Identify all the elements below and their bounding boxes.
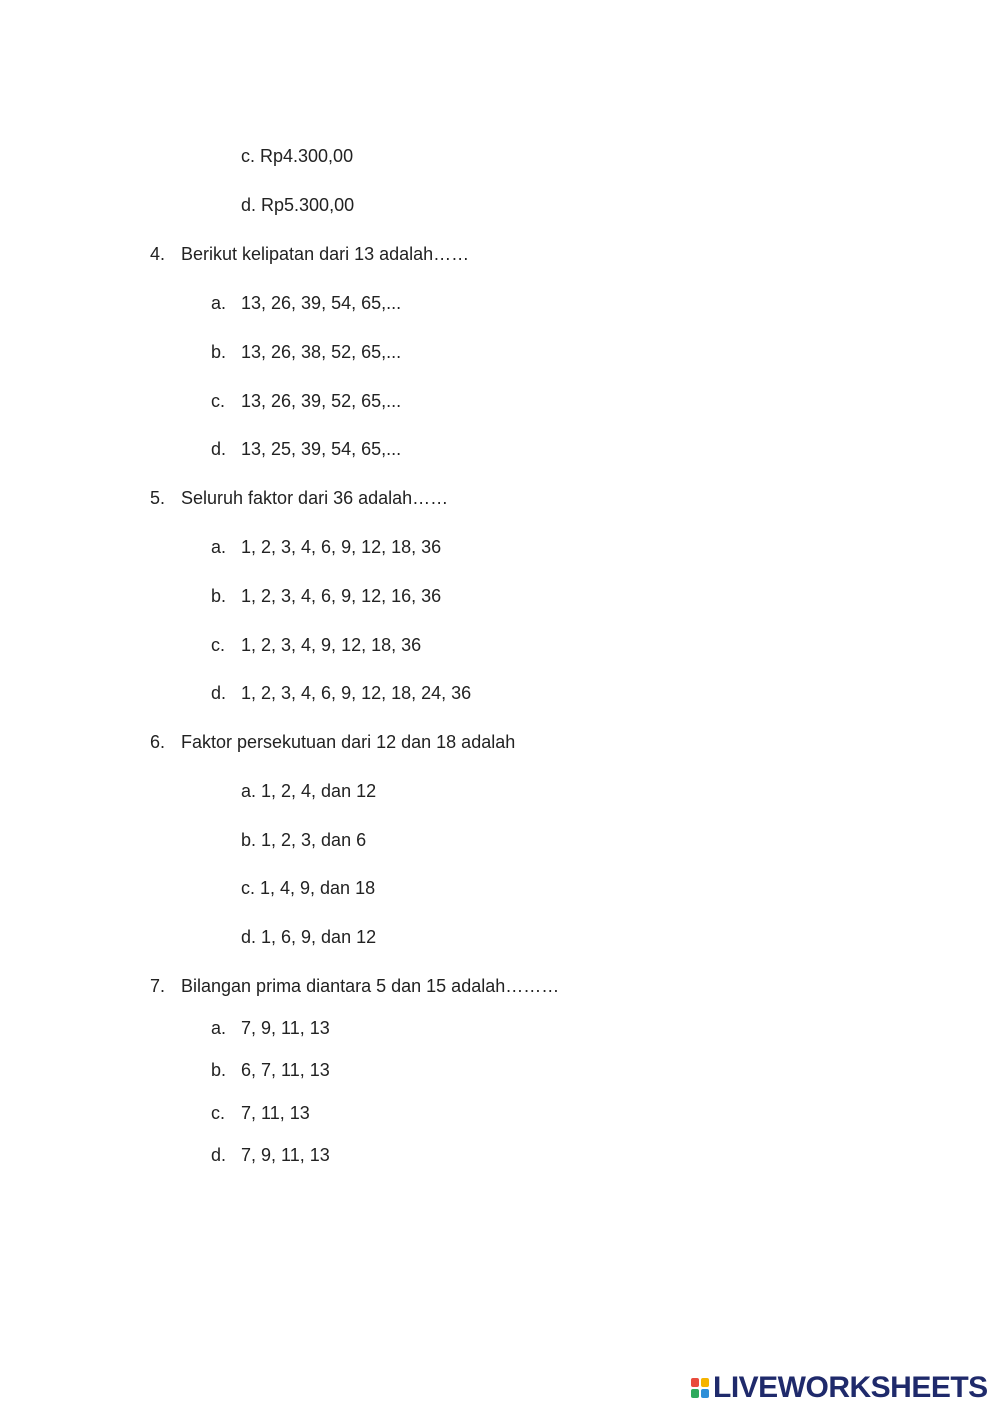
option-text: d. 1, 6, 9, dan 12 — [241, 927, 377, 947]
liveworksheets-watermark — [690, 1372, 988, 1404]
option-text: 1, 2, 3, 4, 6, 9, 12, 18, 36 — [241, 537, 442, 557]
option-text: 1, 2, 3, 4, 6, 9, 12, 16, 36 — [241, 586, 442, 606]
option-text: b. 1, 2, 3, dan 6 — [241, 830, 367, 850]
question-text: Bilangan prima diantara 5 dan 15 adalah……… — [181, 976, 560, 996]
question-number: 5. — [150, 488, 166, 508]
option-text: 6, 7, 11, 13 — [241, 1060, 330, 1080]
question-text: Seluruh faktor dari 36 adalah…… — [181, 488, 449, 508]
option-text: 13, 26, 39, 52, 65,... — [241, 391, 402, 411]
liveworksheets-brand-text: LIVEWORKSHEETS — [713, 1371, 988, 1404]
question-text: Faktor persekutuan dari 12 dan 18 adalah — [181, 732, 516, 752]
option-letter: b. — [211, 586, 227, 606]
option-letter: a. — [211, 293, 227, 313]
option-letter: b. — [211, 1060, 227, 1080]
option-letter: d. — [211, 1145, 227, 1165]
option-text: a. 1, 2, 4, dan 12 — [241, 781, 377, 801]
option-c-previous: c. Rp4.300,00 — [241, 146, 354, 166]
question-number: 4. — [150, 244, 166, 264]
option-text: 7, 9, 11, 13 — [241, 1018, 330, 1038]
option-text: 7, 11, 13 — [241, 1103, 310, 1123]
liveworksheets-logo-icon — [690, 1377, 710, 1399]
logo-tile-l — [691, 1378, 699, 1387]
option-letter: d. — [211, 683, 227, 703]
option-text: 13, 26, 39, 54, 65,... — [241, 293, 402, 313]
option-d-previous: d. Rp5.300,00 — [241, 195, 355, 215]
logo-tile-v — [691, 1389, 699, 1398]
option-text: 7, 9, 11, 13 — [241, 1145, 330, 1165]
logo-tile-i — [701, 1378, 709, 1387]
question-text: Berikut kelipatan dari 13 adalah…… — [181, 244, 470, 264]
option-text: 13, 25, 39, 54, 65,... — [241, 439, 402, 459]
option-text: 13, 26, 38, 52, 65,... — [241, 342, 402, 362]
option-letter: c. — [211, 1103, 226, 1123]
question-number: 6. — [150, 732, 166, 752]
option-letter: d. — [211, 439, 227, 459]
option-letter: a. — [211, 1018, 227, 1038]
option-letter: b. — [211, 342, 227, 362]
option-text: c. 1, 4, 9, dan 18 — [241, 878, 376, 898]
option-text: 1, 2, 3, 4, 9, 12, 18, 36 — [241, 635, 422, 655]
question-number: 7. — [150, 976, 166, 996]
option-letter: c. — [211, 635, 226, 655]
option-text: 1, 2, 3, 4, 6, 9, 12, 18, 24, 36 — [241, 683, 472, 703]
option-letter: c. — [211, 391, 226, 411]
logo-tile-e — [701, 1389, 709, 1398]
option-letter: a. — [211, 537, 227, 557]
